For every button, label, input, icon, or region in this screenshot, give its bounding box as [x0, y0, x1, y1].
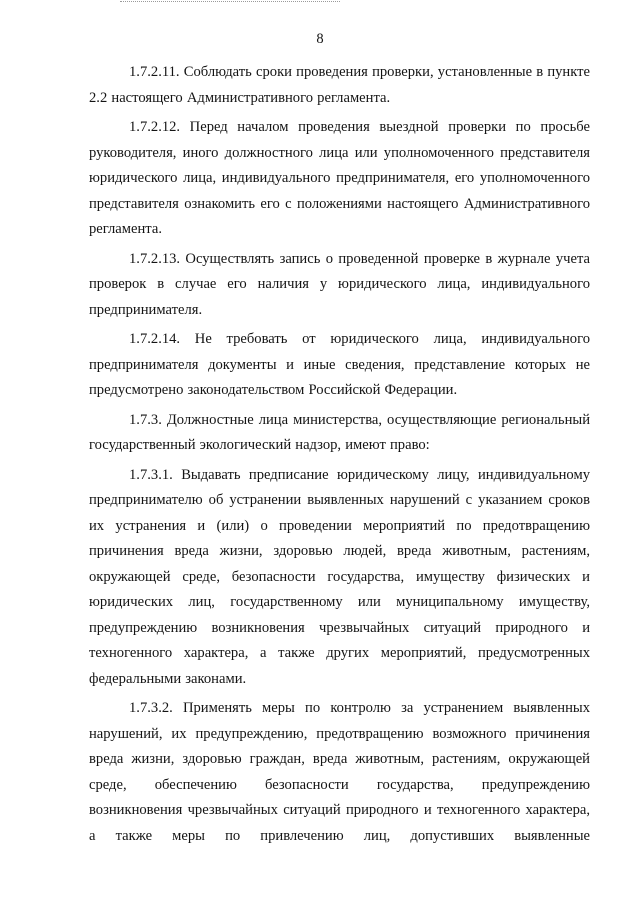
paragraph-1-7-2-14: 1.7.2.14. Не требовать от юридического лица, индивидуального предпринимателя документы и иные сведения, представление которых не предусмотрено законодательством Российской Федерации. [89, 331, 590, 398]
paragraph-1-7-3-2: 1.7.3.2. Применять меры по контролю за устранением выявленных нарушений, их предупреждению, предотвращению возможного причинения вреда жизни, здоровью граждан, вреда животным, растениям, окружающей среде, обеспечению безопасности государства, предупреждению возникновения чрезвычайных ситуаций природного и техногенного характера, а также меры по привлечению лиц, допустивших выявленные [89, 700, 590, 844]
paragraph-1-7-2-11: 1.7.2.11. Соблюдать сроки проведения проверки, установленные в пункте 2.2 настоящего Административного регламента. [89, 64, 590, 106]
page-number: 8 [316, 31, 324, 47]
document-body [89, 60, 590, 853]
paragraph-1-7-3-1: 1.7.3.1. Выдавать предписание юридическому лицу, индивидуальному предпринимателю об устранении выявленных нарушений с указанием сроков их устранения и (или) о проведении мероприятий по предотвращению причинения вреда жизни, здоровью людей, вреда животным, растениям, окружающей среде, безопасности государства, имуществу физических и юридических лиц, государственному или муниципальному имуществу, предупреждению возникновения чрезвычайных ситуаций природного и техногенного характера, а также других мероприятий, предусмотренных федеральными законами. [89, 466, 590, 687]
paragraph-1-7-2-13: 1.7.2.13. Осуществлять запись о проведенной проверке в журнале учета проверок в случае его наличия у юридического лица, индивидуального предпринимателя. [89, 250, 590, 318]
paragraph-1-7-3: 1.7.3. Должностные лица министерства, осуществляющие региональный государственный экологический надзор, имеют право: [89, 411, 590, 453]
paragraph-1-7-2-12: 1.7.2.12. Перед началом проведения выездной проверки по просьбе руководителя, иного должностного лица или уполномоченного представителя юридического лица, индивидуального предпринимателя, его уполномоченного представителя ознакомить его с положениями настоящего Административного регламента. [89, 119, 590, 237]
scan-edge-line [120, 1, 340, 3]
